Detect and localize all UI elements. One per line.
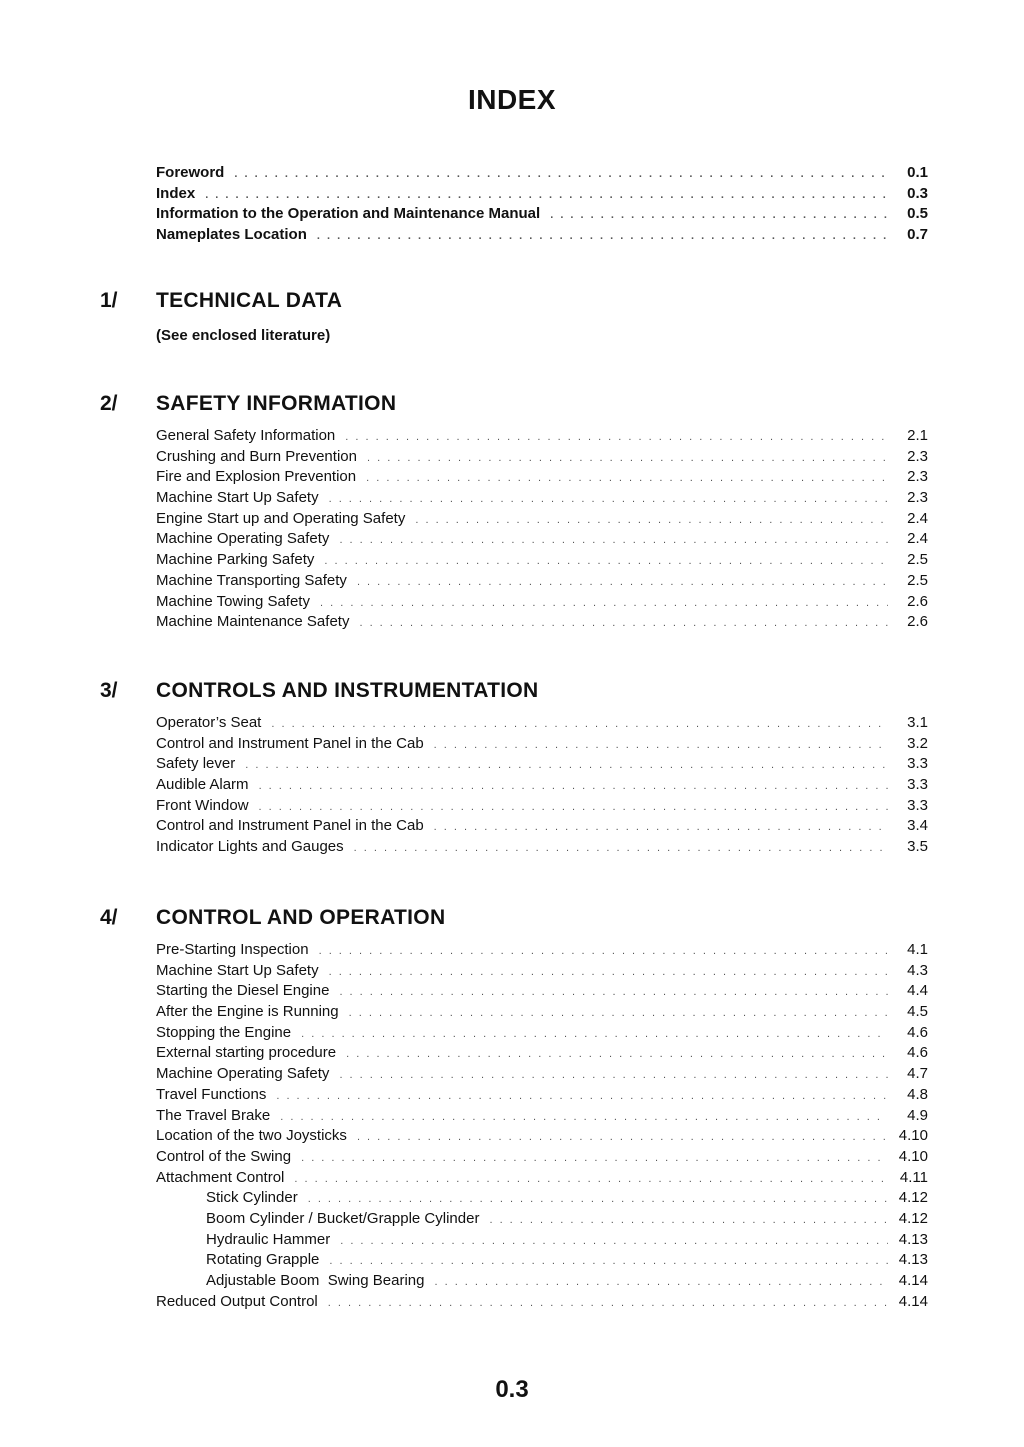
entry-title: Pre-Starting Inspection bbox=[156, 941, 309, 958]
dot-leader bbox=[234, 164, 888, 185]
front-matter-list bbox=[156, 163, 928, 246]
dot-leader bbox=[415, 510, 888, 531]
toc-entry[interactable] bbox=[156, 1023, 928, 1044]
entry-title: Machine Towing Safety bbox=[156, 592, 310, 610]
dot-leader bbox=[339, 1065, 888, 1086]
entry-page-number: 4.9 bbox=[907, 1106, 928, 1124]
toc-subentry[interactable] bbox=[156, 1230, 928, 1251]
entry-title: Stick Cylinder bbox=[206, 1189, 298, 1207]
entry-title: Foreword bbox=[156, 164, 225, 181]
toc-entry[interactable] bbox=[156, 775, 928, 796]
section-number: 4/ bbox=[100, 906, 118, 929]
entry-title: Reduced Output Control bbox=[156, 1292, 318, 1310]
entry-page-number: 0.7 bbox=[907, 226, 928, 244]
entry-title: Machine Start Up Safety bbox=[156, 961, 319, 979]
dot-leader bbox=[339, 530, 888, 551]
toc-entry[interactable] bbox=[156, 734, 928, 755]
page-number-footer: 0.3 bbox=[495, 1376, 529, 1403]
dot-leader bbox=[339, 982, 888, 1003]
entry-page-number: 2.1 bbox=[907, 427, 928, 444]
entry-title: Machine Parking Safety bbox=[156, 551, 315, 569]
entry-title: Machine Transporting Safety bbox=[156, 571, 347, 589]
entry-title: Hydraulic Hammer bbox=[206, 1230, 331, 1248]
entry-page-number: 4.7 bbox=[907, 1065, 928, 1083]
entry-title: Attachment Control bbox=[156, 1168, 285, 1186]
section-title: TECHNICAL DATA bbox=[156, 289, 343, 312]
dot-leader bbox=[329, 962, 888, 983]
entry-page-number: 0.3 bbox=[907, 184, 928, 202]
entry-page-number: 2.4 bbox=[907, 530, 928, 548]
entry-page-number: 3.3 bbox=[907, 755, 928, 773]
toc-entry[interactable] bbox=[156, 940, 928, 961]
entry-title: Safety lever bbox=[156, 755, 236, 773]
entry-title: Control and Instrument Panel in the Cab bbox=[156, 734, 424, 752]
dot-leader bbox=[259, 797, 888, 818]
dot-leader bbox=[205, 185, 888, 206]
entry-page-number: 3.3 bbox=[907, 776, 928, 794]
entry-title: Machine Start Up Safety bbox=[156, 489, 319, 507]
section-entry-list bbox=[156, 426, 928, 633]
entry-page-number: 2.3 bbox=[907, 468, 928, 486]
toc-entry[interactable] bbox=[156, 467, 928, 488]
dot-leader bbox=[367, 448, 888, 469]
toc-entry[interactable] bbox=[156, 1147, 928, 1168]
dot-leader bbox=[271, 714, 888, 735]
section-technical-data bbox=[0, 289, 1024, 344]
entry-page-number: 2.3 bbox=[907, 489, 928, 507]
entry-page-number: 3.1 bbox=[907, 714, 928, 731]
section-entry-list bbox=[156, 940, 928, 1312]
toc-entry[interactable] bbox=[156, 163, 928, 184]
dot-leader bbox=[319, 941, 888, 962]
entry-title: Stopping the Engine bbox=[156, 1023, 292, 1041]
dot-leader bbox=[434, 735, 888, 756]
entry-title: Fire and Explosion Prevention bbox=[156, 468, 357, 486]
toc-entry[interactable] bbox=[156, 1126, 928, 1147]
toc-entry[interactable] bbox=[156, 816, 928, 837]
section-controls-and-instrumentation bbox=[0, 679, 1024, 858]
toc-entry[interactable] bbox=[156, 447, 928, 468]
entry-page-number: 4.4 bbox=[907, 982, 928, 1000]
toc-entry[interactable] bbox=[156, 1106, 928, 1127]
section-heading bbox=[0, 392, 1024, 426]
entry-title: Control of the Swing bbox=[156, 1147, 292, 1165]
dot-leader bbox=[320, 593, 888, 614]
toc-subentry[interactable] bbox=[156, 1188, 928, 1209]
toc-entry[interactable] bbox=[156, 981, 928, 1002]
dot-leader bbox=[294, 1169, 888, 1190]
dot-leader bbox=[301, 1024, 888, 1045]
front-matter-section bbox=[0, 163, 1024, 246]
section-heading bbox=[0, 679, 1024, 713]
entry-page-number: 4.12 bbox=[898, 1209, 928, 1227]
toc-entry[interactable] bbox=[156, 184, 928, 205]
toc-subentry[interactable] bbox=[156, 1250, 928, 1271]
dot-leader bbox=[345, 427, 888, 448]
entry-page-number: 3.4 bbox=[907, 817, 928, 835]
entry-page-number: 0.5 bbox=[907, 205, 928, 223]
entry-title: General Safety Information bbox=[156, 427, 336, 444]
dot-leader bbox=[357, 1127, 888, 1148]
entry-title: After the Engine is Running bbox=[156, 1003, 339, 1021]
entry-page-number: 3.5 bbox=[907, 838, 928, 856]
entry-title: Control and Instrument Panel in the Cab bbox=[156, 817, 424, 835]
toc-entry[interactable] bbox=[156, 612, 928, 633]
dot-leader bbox=[489, 1210, 888, 1231]
entry-page-number: 2.5 bbox=[907, 551, 928, 569]
entry-page-number: 2.3 bbox=[907, 447, 928, 465]
dot-leader bbox=[340, 1231, 888, 1252]
toc-entry[interactable] bbox=[156, 488, 928, 509]
section-heading bbox=[0, 289, 1024, 323]
entry-page-number: 4.14 bbox=[898, 1272, 928, 1289]
entry-page-number: 2.6 bbox=[907, 613, 928, 631]
entry-page-number: 4.13 bbox=[898, 1230, 928, 1248]
toc-subentry[interactable] bbox=[156, 1209, 928, 1230]
entry-title: Adjustable Boom Swing Bearing bbox=[206, 1272, 425, 1289]
toc-entry[interactable] bbox=[156, 426, 928, 447]
dot-leader bbox=[550, 205, 888, 226]
dot-leader bbox=[329, 1251, 888, 1272]
section-title: CONTROLS AND INSTRUMENTATION bbox=[156, 679, 539, 702]
dot-leader bbox=[434, 817, 888, 838]
entry-title: Machine Maintenance Safety bbox=[156, 613, 350, 631]
toc-entry[interactable] bbox=[156, 754, 928, 775]
toc-entry[interactable] bbox=[156, 571, 928, 592]
section-heading bbox=[0, 906, 1024, 940]
entry-page-number: 4.12 bbox=[898, 1189, 928, 1207]
entry-page-number: 2.5 bbox=[907, 571, 928, 589]
entry-page-number: 4.11 bbox=[899, 1168, 928, 1186]
toc-entry[interactable] bbox=[156, 796, 928, 817]
entry-page-number: 4.8 bbox=[907, 1085, 928, 1103]
section-number: 2/ bbox=[100, 392, 118, 415]
toc-entry[interactable] bbox=[156, 1085, 928, 1106]
toc-entry[interactable] bbox=[156, 529, 928, 550]
toc-entry[interactable] bbox=[156, 550, 928, 571]
entry-page-number: 2.4 bbox=[907, 509, 928, 527]
entry-title: Rotating Grapple bbox=[206, 1251, 320, 1269]
section-safety-information bbox=[0, 392, 1024, 633]
dot-leader bbox=[317, 226, 888, 247]
entry-page-number: 4.14 bbox=[898, 1292, 928, 1310]
dot-leader bbox=[324, 551, 888, 572]
entry-page-number: 3.2 bbox=[907, 734, 928, 752]
entry-title: Information to the Operation and Maintenance Manual bbox=[156, 205, 541, 223]
section-title: SAFETY INFORMATION bbox=[156, 392, 397, 415]
section-control-and-operation bbox=[0, 906, 1024, 1312]
entry-title: Audible Alarm bbox=[156, 776, 249, 794]
section-number: 1/ bbox=[100, 289, 118, 312]
entry-title: Machine Operating Safety bbox=[156, 530, 330, 548]
dot-leader bbox=[366, 468, 888, 489]
section-entry-list bbox=[156, 713, 928, 858]
toc-entry[interactable] bbox=[156, 1002, 928, 1023]
entry-title: Machine Operating Safety bbox=[156, 1065, 330, 1083]
toc-entry[interactable] bbox=[156, 837, 928, 858]
dot-leader bbox=[329, 489, 888, 510]
entry-page-number: 4.6 bbox=[907, 1023, 928, 1041]
entry-title: Front Window bbox=[156, 796, 249, 814]
toc-entry[interactable] bbox=[156, 1043, 928, 1064]
entry-page-number: 4.6 bbox=[907, 1044, 928, 1062]
dot-leader bbox=[328, 1293, 888, 1314]
entry-page-number: 4.10 bbox=[898, 1127, 928, 1145]
entry-page-number: 2.6 bbox=[907, 592, 928, 610]
entry-title: The Travel Brake bbox=[156, 1106, 271, 1124]
toc-entry[interactable] bbox=[156, 713, 928, 734]
toc-entry[interactable] bbox=[156, 204, 928, 225]
dot-leader bbox=[346, 1044, 888, 1065]
entry-page-number: 4.13 bbox=[898, 1251, 928, 1269]
entry-page-number: 0.1 bbox=[907, 164, 928, 181]
toc-entry[interactable] bbox=[156, 961, 928, 982]
toc-entry[interactable] bbox=[156, 225, 928, 246]
entry-title: Boom Cylinder / Bucket/Grapple Cylinder bbox=[206, 1209, 480, 1227]
entry-title: Starting the Diesel Engine bbox=[156, 982, 330, 1000]
entry-title: Indicator Lights and Gauges bbox=[156, 838, 344, 856]
entry-title: Crushing and Burn Prevention bbox=[156, 447, 357, 465]
toc-entry[interactable] bbox=[156, 1292, 928, 1313]
entry-page-number: 4.10 bbox=[898, 1147, 928, 1165]
entry-title: Engine Start up and Operating Safety bbox=[156, 509, 406, 527]
entry-title: Nameplates Location bbox=[156, 226, 307, 244]
dot-leader bbox=[359, 613, 888, 634]
dot-leader bbox=[357, 572, 888, 593]
entry-page-number: 3.3 bbox=[907, 796, 928, 814]
dot-leader bbox=[259, 776, 888, 797]
entry-page-number: 4.3 bbox=[907, 961, 928, 979]
page-title: INDEX bbox=[467, 84, 557, 115]
dot-leader bbox=[354, 838, 888, 859]
entry-title: External starting procedure bbox=[156, 1044, 337, 1062]
toc-subentry[interactable] bbox=[156, 1271, 928, 1292]
toc-entry[interactable] bbox=[156, 592, 928, 613]
entry-title: Travel Functions bbox=[156, 1085, 267, 1103]
dot-leader bbox=[276, 1086, 888, 1107]
dot-leader bbox=[308, 1189, 888, 1210]
entry-page-number: 4.1 bbox=[907, 941, 928, 958]
toc-entry[interactable] bbox=[156, 1168, 928, 1189]
entry-title: Location of the two Joysticks bbox=[156, 1127, 347, 1145]
dot-leader bbox=[349, 1003, 888, 1024]
entry-title: Operator’s Seat bbox=[156, 714, 262, 731]
dot-leader bbox=[280, 1107, 888, 1128]
dot-leader bbox=[245, 755, 888, 776]
dot-leader bbox=[434, 1272, 888, 1293]
section-note: (See enclosed literature) bbox=[156, 327, 331, 344]
section-number: 3/ bbox=[100, 679, 118, 702]
entry-title: Index bbox=[156, 184, 196, 202]
section-title: CONTROL AND OPERATION bbox=[156, 906, 446, 929]
entry-page-number: 4.5 bbox=[907, 1003, 928, 1021]
toc-entry[interactable] bbox=[156, 509, 928, 530]
dot-leader bbox=[301, 1148, 888, 1169]
toc-entry[interactable] bbox=[156, 1064, 928, 1085]
